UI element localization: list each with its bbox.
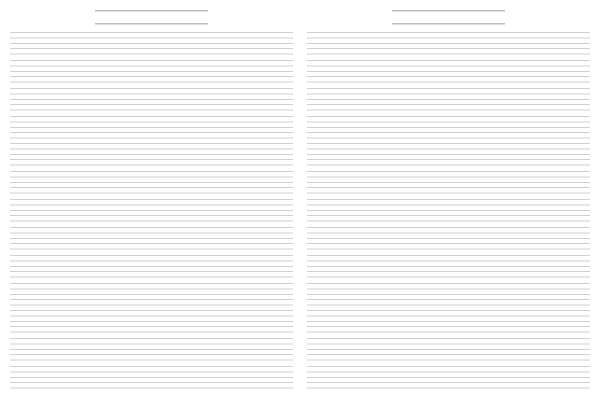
right-column-header (307, 6, 590, 16)
right-paragraph (307, 283, 590, 310)
right-paragraph (307, 171, 590, 198)
right-column-translation (307, 6, 590, 394)
right-paragraph (307, 143, 590, 170)
left-paragraph (10, 227, 293, 254)
right-paragraph (307, 255, 590, 282)
left-paragraph (10, 366, 293, 393)
left-paragraph (10, 88, 293, 115)
left-paragraph (10, 32, 293, 59)
right-paragraph (307, 199, 590, 226)
right-paragraph (307, 366, 590, 393)
left-paragraph (10, 60, 293, 87)
right-paragraph (307, 310, 590, 337)
left-paragraph (10, 255, 293, 282)
left-paragraph (10, 199, 293, 226)
right-paragraph (307, 88, 590, 115)
right-paragraph (307, 32, 590, 59)
left-column-title (10, 19, 293, 29)
right-column-title (307, 19, 590, 29)
right-paragraph (307, 116, 590, 143)
left-paragraph (10, 283, 293, 310)
left-paragraph (10, 143, 293, 170)
left-column-header (10, 6, 293, 16)
left-bold-paragraph (10, 171, 293, 198)
right-paragraph (307, 227, 590, 254)
left-paragraph (10, 116, 293, 143)
left-paragraph (10, 338, 293, 365)
left-paragraph (10, 310, 293, 337)
left-column-original (10, 6, 293, 394)
right-paragraph (307, 60, 590, 87)
right-paragraph (307, 338, 590, 365)
